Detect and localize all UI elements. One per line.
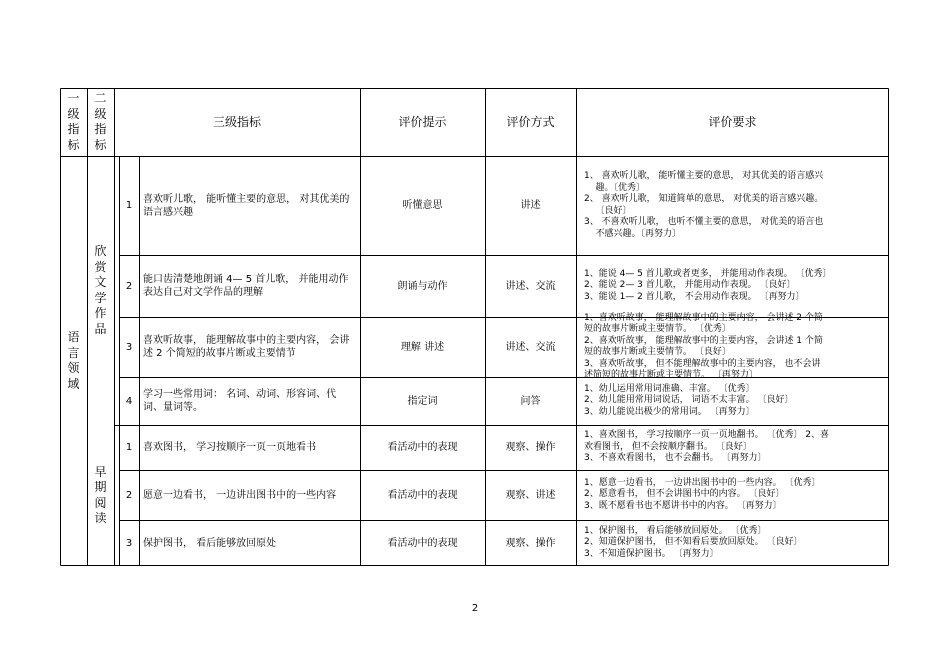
hint-text: 听懂意思 (402, 200, 443, 211)
header-level1 (60, 88, 87, 156)
requirement-list (576, 470, 889, 520)
header-level2-char: 二 (94, 91, 107, 105)
method-text: 讲述、交流 (505, 341, 556, 353)
domain-label-char: 领 (67, 361, 80, 375)
requirement-line: 不感兴趣。〔再努力〕 (584, 228, 681, 239)
header-level2-char: 指 (94, 122, 107, 136)
indicator-text: 喜欢图书， 学习按顺序一页一页地看书 (143, 442, 317, 453)
indicator-text: 愿意一边看书， 一边讲出图书中的一些内容 (143, 489, 337, 501)
method-text: 观察、操作 (505, 442, 556, 453)
method-text: 问答 (520, 395, 541, 407)
requirement-line: 述简短的故事片断或主要情节。 〔再努力〕 (584, 370, 758, 380)
requirement-line: 1、愿意一边看书， 一边讲出图书中的一些内容。 〔优秀〕 (584, 477, 821, 488)
header-requirement: 评价要求 (708, 114, 757, 129)
requirement-list (576, 377, 889, 425)
page-number: 2 (471, 603, 479, 614)
domain-label-char: 域 (67, 376, 80, 391)
evaluation-table (60, 88, 889, 566)
requirement-line: 2、喜欢听故事， 能理解故事中的主要内容， 会讲述 1 个简 (584, 335, 823, 346)
group-label-char: 赏 (94, 259, 107, 274)
header-hint: 评价提示 (398, 114, 447, 129)
requirement-line: 3、不知道保护图书。 〔再努力〕 (584, 548, 719, 559)
row-number: 3 (125, 537, 133, 549)
requirement-line: 1、保护图书， 看后能够放回原处。 〔优秀〕 (584, 525, 767, 536)
requirement-line: 1、 喜欢听儿歌， 能听懂主要的意思， 对其优美的语言感兴 (584, 171, 824, 181)
requirement-line: 1、能说 4— 5 首儿歌或者更多， 并能用动作表现。 〔优秀〕 (584, 268, 832, 279)
group-label-char: 期 (94, 480, 107, 494)
requirement-line: 2、 喜欢听儿歌， 知道简单的意思， 对优美的语言感兴趣。 (584, 194, 824, 204)
indicator-text: 保护图书， 看后能够放回原处 (143, 537, 277, 549)
group-label-char: 作 (94, 306, 107, 320)
requirement-line: 趣。〔优秀〕 (584, 182, 645, 193)
requirement-list (576, 425, 889, 470)
row-number: 2 (125, 280, 133, 292)
header-level1-char: 级 (67, 106, 80, 121)
row-number: 4 (125, 395, 133, 407)
requirement-list (576, 156, 889, 255)
header-level1-char: 标 (67, 137, 80, 152)
requirement-list (576, 312, 889, 380)
requirement-line: 1、喜欢听故事， 能理解故事中的主要内容， 会讲述 2 个简 (584, 312, 823, 323)
group-label-char: 读 (94, 511, 107, 525)
requirement-line: 欢看图书， 但不会按顺序翻书。 〔良好〕 (584, 441, 752, 452)
group-label-char: 早 (94, 464, 107, 479)
group-label-char: 品 (94, 321, 107, 336)
requirement-line: 3、喜欢听故事， 但不能理解故事中的主要内容， 也不会讲 (584, 358, 821, 369)
row-number: 2 (125, 489, 133, 501)
group-label-char: 阅 (94, 495, 107, 510)
requirement-list (576, 255, 889, 317)
requirement-line: 2、能说 2— 3 首儿歌， 并能用动作表现。 〔良好〕 (584, 280, 796, 291)
hint-text: 理解 讲述 (400, 341, 445, 353)
requirement-line: 〔良好〕 (584, 205, 632, 216)
row-number: 1 (125, 442, 133, 453)
header-level1-char: 指 (67, 122, 80, 136)
domain-label-char: 语 (67, 330, 80, 344)
indicator-text: 喜欢听故事， 能理解故事中的主要内容， 会讲述 2 个简短的故事片断或主要情节 (143, 335, 350, 359)
requirement-list (576, 520, 889, 566)
requirement-line: 3、不喜欢看图书， 也不会翻书。 〔再努力〕 (584, 453, 767, 464)
requirement-line: 3、 不喜欢听儿歌， 也听不懂主要的意思， 对优美的语言也 (584, 217, 824, 227)
requirement-line: 2、知道保护图书， 但不知看后要放回原处。 〔良好〕 (584, 537, 803, 548)
row-number: 1 (125, 200, 133, 211)
hint-text: 看活动中的表现 (387, 489, 458, 501)
method-text: 讲述 (520, 200, 541, 211)
indicator-text: 学习一些常用词： 名词、动词、形容词、代词、量词等。 (143, 389, 337, 413)
method-text: 观察、讲述 (505, 489, 556, 501)
hint-text: 看活动中的表现 (387, 537, 458, 549)
requirement-line: 短的故事片断或主要情节。 〔良好〕 (584, 347, 731, 357)
group-label-char: 文 (94, 275, 107, 289)
indicator-text: 喜欢听儿歌， 能听懂主要的意思， 对其优美的语言感兴趣 (143, 193, 350, 218)
header-method: 评价方式 (506, 114, 555, 129)
header-level2-char: 标 (94, 137, 107, 152)
header-level3: 三级指标 (212, 114, 261, 129)
group-label-char: 学 (94, 290, 107, 305)
row-number: 3 (125, 341, 133, 353)
requirement-line: 2、幼儿能用常用词说话， 词语不太丰富。 〔良好〕 (584, 395, 794, 406)
method-text: 讲述、交流 (505, 280, 556, 292)
requirement-line: 1、幼儿运用常用词准确、丰富。 〔优秀〕 (584, 383, 755, 394)
requirement-line: 3、能说 1— 2 首儿歌， 不会用动作表现。 〔再努力〕 (584, 291, 805, 302)
header-level1-char: 一 (67, 91, 80, 105)
hint-text: 朗诵与动作 (397, 280, 448, 292)
domain-label-char: 言 (67, 345, 80, 360)
header-level2-char: 级 (94, 106, 107, 121)
header-level2 (87, 88, 114, 156)
group-label-char: 欣 (94, 244, 107, 258)
group-label (87, 156, 114, 425)
domain-label (60, 156, 87, 566)
requirement-line: 3、既不愿看书也不愿讲书中的内容。 〔再努力〕 (584, 500, 782, 511)
method-text: 观察、操作 (505, 537, 556, 549)
indicator-text: 能口齿清楚地朗诵 4— 5 首儿歌， 并能用动作表达自己对文学作品的理解 (143, 274, 349, 298)
hint-text: 指定词 (407, 395, 438, 407)
group-label (87, 425, 114, 566)
requirement-line: 3、幼儿能说出极少的常用词。 〔再努力〕 (584, 406, 755, 417)
requirement-line: 2、愿意看书， 但不会讲图书中的内容。 〔良好〕 (584, 489, 785, 500)
hint-text: 看活动中的表现 (387, 442, 458, 453)
requirement-line: 1、喜欢图书， 学习按顺序一页一页地翻书。 〔优秀〕 2、喜 (584, 430, 830, 441)
requirement-line: 短的故事片断或主要情节。 〔优秀〕 (584, 324, 731, 334)
